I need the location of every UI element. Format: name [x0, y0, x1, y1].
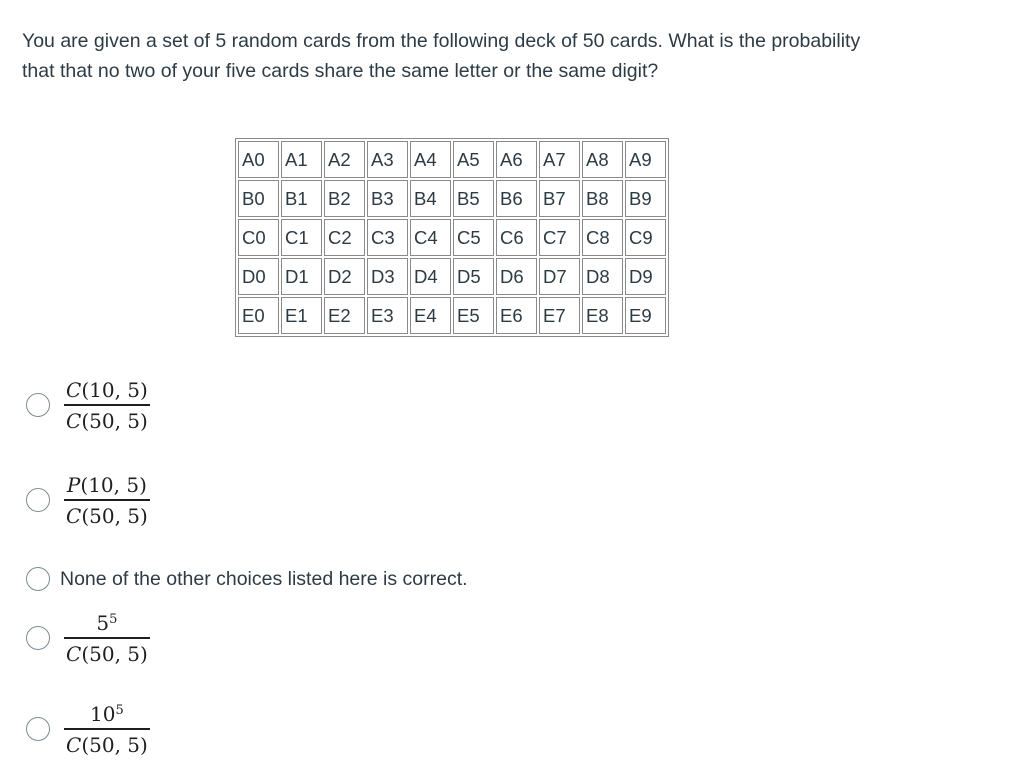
fraction: [64, 610, 150, 667]
card-cell: D4: [410, 258, 451, 295]
card-cell: C7: [539, 219, 580, 256]
card-cell: B0: [238, 180, 279, 217]
card-cell: B3: [367, 180, 408, 217]
card-cell: E2: [324, 297, 365, 334]
card-cell: A9: [625, 141, 666, 178]
denominator: [64, 503, 150, 529]
fraction: [64, 377, 150, 434]
fraction: [64, 701, 150, 758]
radio-button[interactable]: [26, 626, 50, 650]
card-cell: E9: [625, 297, 666, 334]
card-cell: D9: [625, 258, 666, 295]
fraction: [64, 472, 150, 529]
card-cell: D7: [539, 258, 580, 295]
answer-choice-2[interactable]: [26, 472, 150, 529]
card-cell: B5: [453, 180, 494, 217]
card-cell: D5: [453, 258, 494, 295]
card-cell: D1: [281, 258, 322, 295]
fraction-bar: [64, 499, 150, 501]
card-cell: A6: [496, 141, 537, 178]
radio-button[interactable]: [26, 488, 50, 512]
denominator: [64, 732, 150, 758]
function-symbol: C: [66, 378, 82, 402]
card-deck-table: [235, 138, 669, 337]
answer-choice-1[interactable]: [26, 377, 150, 434]
card-cell: A2: [324, 141, 365, 178]
card-cell: C6: [496, 219, 537, 256]
function-args: (10, 5): [80, 473, 147, 497]
function-args: (50, 5): [81, 503, 148, 528]
card-cell: E1: [281, 297, 322, 334]
fraction-bar: [64, 404, 150, 406]
card-cell: A5: [453, 141, 494, 178]
card-cell: D6: [496, 258, 537, 295]
numerator: [64, 377, 150, 403]
power-base: 10: [90, 702, 116, 726]
function-args: (50, 5): [81, 408, 148, 433]
card-cell: B8: [582, 180, 623, 217]
card-cell: D3: [367, 258, 408, 295]
fraction-bar: [64, 728, 150, 730]
card-cell: C0: [238, 219, 279, 256]
deck-row-d: [238, 258, 666, 295]
card-cell: A4: [410, 141, 451, 178]
power-base: 5: [96, 611, 110, 635]
radio-button[interactable]: [26, 393, 50, 417]
card-cell: B1: [281, 180, 322, 217]
answer-choice-4[interactable]: [26, 610, 150, 667]
card-cell: D0: [238, 258, 279, 295]
card-cell: A7: [539, 141, 580, 178]
function-symbol: C: [66, 641, 82, 666]
card-cell: E5: [453, 297, 494, 334]
function-symbol: C: [66, 408, 82, 433]
function-symbol: C: [66, 503, 82, 528]
choice-text: None of the other choices listed here is correct.: [60, 567, 468, 590]
card-cell: E8: [582, 297, 623, 334]
deck-row-b: [238, 180, 666, 217]
function-args: (50, 5): [81, 732, 148, 757]
denominator: [64, 408, 150, 434]
power-exponent: 5: [115, 703, 124, 718]
denominator: [64, 641, 150, 667]
card-cell: A1: [281, 141, 322, 178]
card-cell: A3: [367, 141, 408, 178]
question-text: You are given a set of 5 random cards from the following deck of 50 cards. What is the probability that that no two of your five cards share the same letter or the same digit?: [22, 30, 861, 82]
card-cell: A8: [582, 141, 623, 178]
answer-choice-3[interactable]: [26, 567, 468, 591]
function-symbol: P: [66, 473, 81, 497]
card-cell: D8: [582, 258, 623, 295]
card-cell: E3: [367, 297, 408, 334]
radio-button[interactable]: [26, 717, 50, 741]
deck-row-a: [238, 141, 666, 178]
card-cell: C2: [324, 219, 365, 256]
function-args: (10, 5): [81, 378, 148, 402]
card-cell: E4: [410, 297, 451, 334]
card-cell: C1: [281, 219, 322, 256]
card-cell: B9: [625, 180, 666, 217]
card-cell: C3: [367, 219, 408, 256]
card-cell: C9: [625, 219, 666, 256]
card-cell: C4: [410, 219, 451, 256]
card-cell: B4: [410, 180, 451, 217]
power-exponent: 5: [109, 612, 118, 627]
numerator: [65, 472, 149, 498]
card-cell: C8: [582, 219, 623, 256]
answer-choice-5[interactable]: [26, 701, 150, 758]
card-cell: C5: [453, 219, 494, 256]
card-cell: D2: [324, 258, 365, 295]
numerator: [88, 701, 126, 727]
card-cell: E6: [496, 297, 537, 334]
function-args: (50, 5): [81, 641, 148, 666]
deck-row-e: [238, 297, 666, 334]
card-cell: E0: [238, 297, 279, 334]
function-symbol: C: [66, 732, 82, 757]
numerator: [94, 610, 119, 636]
card-cell: B6: [496, 180, 537, 217]
card-cell: B7: [539, 180, 580, 217]
card-cell: A0: [238, 141, 279, 178]
radio-button[interactable]: [26, 567, 50, 591]
card-cell: B2: [324, 180, 365, 217]
deck-row-c: [238, 219, 666, 256]
fraction-bar: [64, 637, 150, 639]
card-cell: E7: [539, 297, 580, 334]
